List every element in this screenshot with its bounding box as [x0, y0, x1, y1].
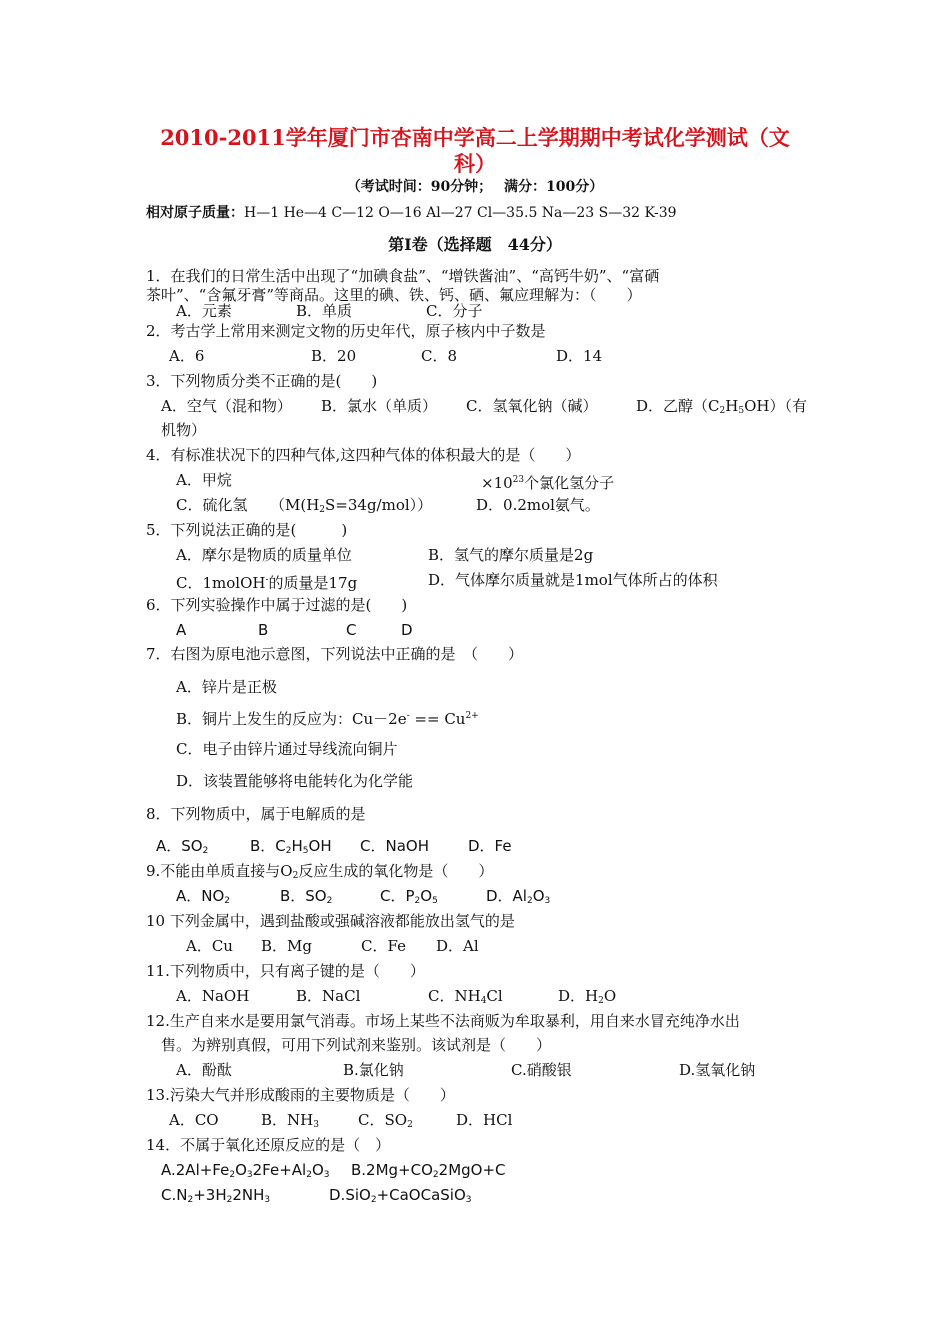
q9-d-mid: O — [532, 887, 545, 905]
q13-option-a: A．CO — [169, 1111, 219, 1129]
q8-stem: 8．下列物质中，属于电解质的是 — [146, 805, 366, 823]
q2-stem: 2．考古学上常用来测定文物的历史年代，原子核内中子数是 — [146, 322, 546, 340]
q9-stem-pre: 9.不能由单质直接与O — [146, 862, 293, 880]
q4-b-sup: 23 — [512, 475, 525, 485]
q7-option-d: D．该装置能够将电能转化为化学能 — [176, 772, 414, 790]
q5-stem: 5．下列说法正确的是( ) — [146, 521, 348, 539]
q11-c-pre: C．NH — [428, 987, 481, 1005]
q3-d-sub1: 2 — [719, 406, 726, 416]
q5-option-a: A．摩尔是物质的质量单位 — [176, 546, 352, 564]
q8-a-sub: 2 — [202, 846, 209, 856]
q11-d-post: O — [603, 987, 617, 1005]
q14-d-t0: D.SiO — [329, 1186, 371, 1204]
q5-option-d: D．气体摩尔质量就是1mol气体所占的体积 — [428, 571, 718, 589]
q5-c-pre: C．1molOH — [176, 574, 266, 592]
q8-b-mid: H — [291, 837, 303, 855]
q12-stem-line2: 售。为辨别真假，可用下列试剂来鉴别。该试剂是（ ） — [161, 1036, 552, 1054]
q14-d-t2: +CaOCaSiO — [376, 1186, 466, 1204]
q4-option-a: A．甲烷 — [176, 471, 232, 489]
q13-b-sub: 3 — [313, 1120, 319, 1130]
q4-c-post: S=34g/mol）） — [325, 496, 433, 514]
q13-option-c — [358, 1110, 413, 1135]
q14-d-s1: 2 — [370, 1195, 377, 1205]
q14-c-t4: 2NH — [232, 1186, 265, 1204]
q8-b-pre: B．C — [250, 837, 286, 855]
q14-c-t0: C.N — [161, 1186, 188, 1204]
q4-c-sub: 2 — [319, 505, 326, 515]
q12-option-d: D.氢氧化钠 — [679, 1061, 756, 1079]
q4-b-pre: ×10 — [481, 474, 513, 492]
q1-stem-line1: 1．在我们的日常生活中出现了“加碘食盐”、“增铁酱油”、“高钙牛奶”、“富硒 — [146, 267, 660, 285]
q14-a-t0: A.2Al+Fe — [161, 1161, 230, 1179]
q8-a-pre: A．SO — [156, 837, 203, 855]
q9-b-pre: B．SO — [280, 887, 327, 905]
q8-option-d: D．Fe — [468, 837, 512, 855]
q2-option-a: A．6 — [169, 347, 205, 365]
q9-d-sub2: 3 — [544, 896, 551, 906]
q2-option-b: B．20 — [311, 347, 357, 365]
q2-option-d: D．14 — [556, 347, 603, 365]
q9-c-mid: O — [420, 887, 433, 905]
q14-d-s3: 3 — [465, 1195, 472, 1205]
atomic-mass-values: H—1 He—4 C—12 O—16 Al—27 Cl—35.5 Na—23 S—32 K-39 — [244, 205, 677, 221]
q14-stem: 14．不属于氧化还原反应的是（ ） — [146, 1136, 391, 1154]
q6-option-b: B — [258, 621, 269, 639]
q14-b-s1: 2 — [432, 1170, 439, 1180]
q8-option-a — [156, 836, 208, 861]
q14-option-c — [161, 1185, 270, 1210]
q13-c-pre: C．SO — [358, 1111, 408, 1129]
q13-stem: 13.污染大气并形成酸雨的主要物质是（ ） — [146, 1086, 455, 1104]
q9-d-sub1: 2 — [526, 896, 533, 906]
q14-b-t0: B.2Mg+CO — [351, 1161, 433, 1179]
q6-stem: 6．下列实验操作中属于过滤的是( ) — [146, 596, 408, 614]
q6-option-c: C — [346, 621, 357, 639]
q9-c-pre: C．P — [380, 887, 415, 905]
exam-info: （考试时间：90分钟； 满分：100分） — [346, 179, 604, 195]
q11-stem: 11.下列物质中，只有离子键的是（ ） — [146, 962, 425, 980]
q3-d-mid: H — [725, 397, 739, 415]
q9-b-sub: 2 — [326, 896, 333, 906]
q12-stem-line1: 12.生产自来水是要用氯气消毒。市场上某些不法商贩为牟取暴利，用自来水冒充纯净水出 — [146, 1012, 740, 1030]
q3-option-a: A．空气（混和物） — [161, 397, 292, 415]
q11-option-c — [428, 986, 503, 1011]
q13-option-b — [261, 1110, 319, 1135]
q9-a-sub: 2 — [224, 896, 231, 906]
q14-a-s5: 2 — [306, 1170, 312, 1180]
q9-option-d — [486, 886, 550, 911]
q7-option-b — [176, 706, 479, 729]
q9-option-a — [176, 886, 230, 911]
q7-b-sup2: 2+ — [465, 711, 479, 721]
q7-option-c: C．电子由锌片通过导线流向铜片 — [176, 740, 398, 758]
q7-option-a: A．锌片是正极 — [176, 678, 277, 696]
q14-c-s5: 3 — [264, 1195, 271, 1205]
q13-c-sub: 2 — [407, 1120, 413, 1130]
q9-stem-post: 反应生成的氧化物是（ ） — [298, 862, 494, 880]
q3-option-d — [636, 396, 807, 421]
q7-stem: 7．右图为原电池示意图，下列说法中正确的是 （ ） — [146, 645, 524, 663]
exam-title-line2: 科） — [454, 151, 496, 176]
atomic-mass-label: 相对原子质量： — [146, 205, 244, 221]
q8-b-sub2: 5 — [302, 846, 309, 856]
q7-b-pre: B．铜片上发生的反应为：Cu－2e — [176, 710, 407, 728]
q1-option-a: A．元素 — [176, 302, 232, 320]
q9-option-c — [380, 886, 438, 911]
section1-title: 第Ⅰ卷（选择题 44分） — [388, 235, 562, 254]
q3-stem: 3．下列物质分类不正确的是( ) — [146, 372, 378, 390]
q3-option-d-cont: 机物） — [161, 421, 207, 439]
q9-stem — [146, 861, 493, 886]
q11-d-sub: 2 — [598, 996, 604, 1006]
q14-a-t2: O — [235, 1161, 247, 1179]
q5-option-c — [176, 570, 357, 593]
q3-option-b: B．氯水（单质） — [321, 397, 438, 415]
q9-c-sub1: 2 — [414, 896, 421, 906]
q8-b-post: OH — [308, 837, 332, 855]
q13-option-d: D．HCl — [456, 1111, 513, 1129]
q9-stem-sub: 2 — [292, 871, 299, 881]
q4-option-b — [481, 470, 614, 493]
q2-option-c: C．8 — [421, 347, 458, 365]
q4-stem: 4．有标准状况下的四种气体,这四种气体的体积最大的是（ ） — [146, 446, 581, 464]
q9-c-sub2: 5 — [432, 896, 438, 906]
q1-option-b: B．单质 — [296, 302, 353, 320]
q5-c-post: 的质量是17g — [268, 574, 358, 592]
q6-option-a: A — [176, 621, 187, 639]
q11-option-a: A．NaOH — [176, 987, 250, 1005]
q8-b-sub1: 2 — [285, 846, 292, 856]
q13-b-pre: B．NH — [261, 1111, 314, 1129]
q11-d-pre: D．H — [558, 987, 599, 1005]
q14-option-d — [329, 1185, 472, 1210]
q6-option-d: D — [401, 621, 413, 639]
q14-option-b — [351, 1160, 506, 1185]
q14-c-s3: 2 — [226, 1195, 233, 1205]
q12-option-b: B.氯化钠 — [343, 1061, 404, 1079]
q14-c-t2: +3H — [193, 1186, 227, 1204]
q14-b-t2: 2MgO+C — [438, 1161, 506, 1179]
q11-c-sub: 4 — [480, 996, 487, 1006]
q10-option-c: C．Fe — [361, 937, 406, 955]
q10-option-a: A．Cu — [186, 937, 233, 955]
q14-a-s7: 3 — [323, 1170, 330, 1180]
q14-a-t6: O — [311, 1161, 324, 1179]
q11-c-post: Cl — [486, 987, 503, 1005]
q4-option-d: D．0.2mol氨气。 — [476, 496, 600, 514]
exam-title-line1: 2010-2011学年厦门市杏南中学高二上学期期中考试化学测试（文 — [160, 125, 790, 150]
q3-d-text: D．乙醇（C — [636, 397, 720, 415]
q4-c-pre: C．硫化氢 （M(H — [176, 496, 320, 514]
q8-option-b — [250, 836, 332, 861]
q11-option-b: B．NaCl — [296, 987, 361, 1005]
q1-stem-line2: 茶叶”、“含氟牙膏”等商品。这里的碘、铁、钙、硒、氟应理解为：（ ） — [146, 286, 642, 304]
q10-stem: 10 下列金属中，遇到盐酸或强碱溶液都能放出氢气的是 — [146, 912, 515, 930]
q3-option-c: C．氢氧化钠（碱） — [466, 397, 598, 415]
q5-c-sup: - — [265, 575, 269, 585]
q14-a-s1: 2 — [229, 1170, 236, 1180]
q3-d-sub2: 5 — [738, 406, 745, 416]
q12-option-c: C.硝酸银 — [511, 1061, 572, 1079]
q14-option-a — [161, 1160, 329, 1185]
atomic-mass-line — [146, 203, 677, 223]
q10-option-d: D．Al — [436, 937, 479, 955]
q14-a-s3: 3 — [246, 1170, 253, 1180]
q14-a-t4: 2Fe+Al — [252, 1161, 307, 1179]
q4-option-c — [176, 495, 432, 520]
q8-option-c: C．NaOH — [360, 837, 429, 855]
q9-option-b — [280, 886, 332, 911]
q4-b-post: 个氯化氢分子 — [524, 474, 615, 492]
q3-d-end: OH）（有 — [744, 397, 807, 415]
q10-option-b: B．Mg — [261, 937, 312, 955]
q12-option-a: A．酚酞 — [176, 1061, 232, 1079]
q1-option-c: C．分子 — [426, 302, 483, 320]
q7-b-mid: == Cu — [409, 710, 466, 728]
q9-a-pre: A．NO — [176, 887, 225, 905]
q7-b-sup1: - — [406, 711, 410, 721]
q11-option-d — [558, 986, 616, 1011]
q14-c-s1: 2 — [187, 1195, 194, 1205]
q9-d-pre: D．Al — [486, 887, 527, 905]
q5-option-b: B．氢气的摩尔质量是2g — [428, 546, 594, 564]
